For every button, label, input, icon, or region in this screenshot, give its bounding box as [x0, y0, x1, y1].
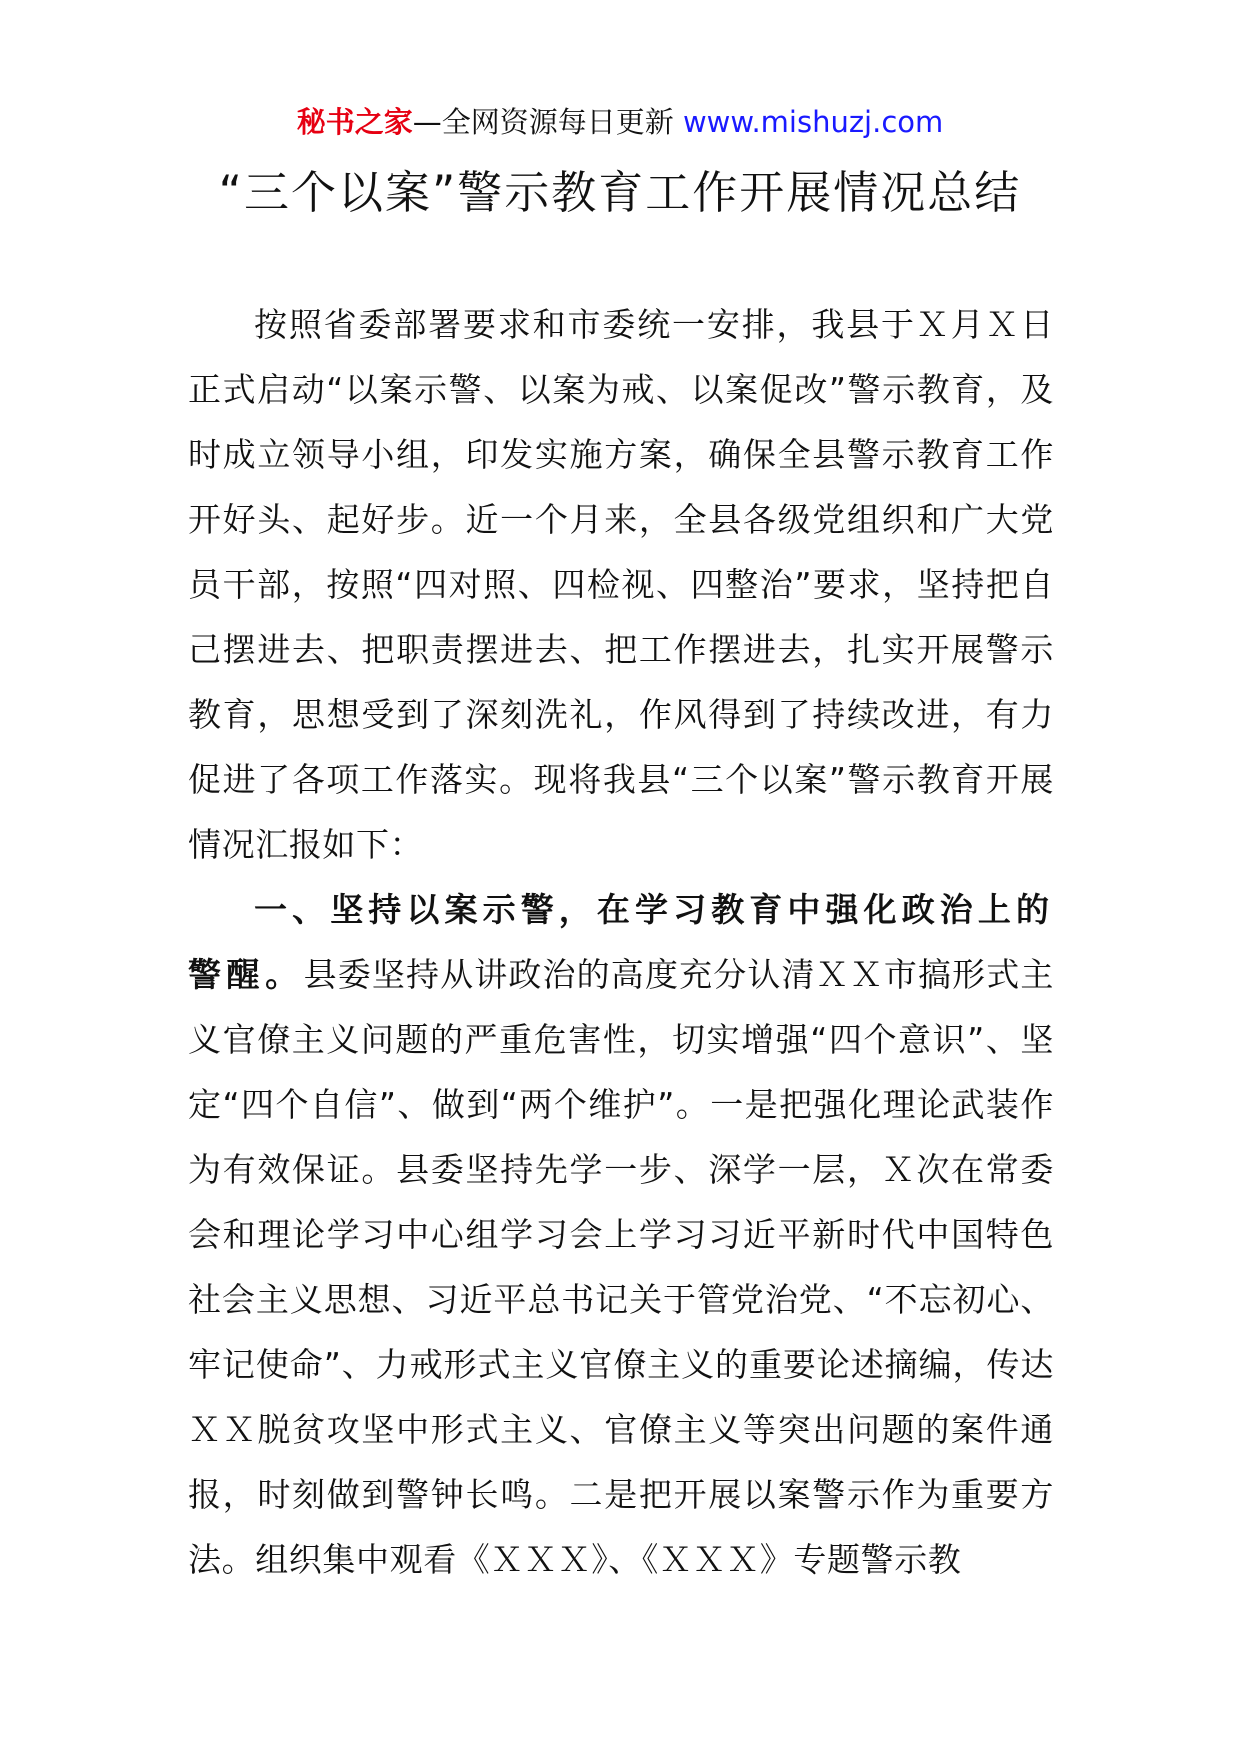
intro-paragraph: [188, 292, 1054, 877]
site-tagline: —全网资源每日更新: [412, 105, 683, 139]
document-body: [188, 292, 1054, 1592]
site-url-link[interactable]: www.mishuzj.com: [682, 105, 944, 139]
section-one-heading: 一、坚持以案示警，在学习教育中强化政治上的警醒。: [188, 890, 1054, 994]
site-header: [0, 100, 1240, 144]
section-one-paragraph: [188, 877, 1054, 1592]
section-one-text: 县委坚持从讲政治的高度充分认清ＸＸ市搞形式主义官僚主义问题的严重危害性，切实增强“四个意识”、坚定“四个自信”、做到“两个维护”。一是把强化理论武装作为有效保证。县委坚持先学一步、深学一层，Ｘ次在常委会和理论学习中心组学习会上学习习近平新时代中国特色社会主义思想、习近平总书记关于管党治党、“不忘初心、牢记使命”、力戒形式主义官僚主义的重要论述摘编，传达ＸＸ脱贫攻坚中形式主义、官僚主义等突出问题的案件通报，时刻做到警钟长鸣。二是把开展以案警示作为重要方法。组织集中观看《ＸＸＸ》、《ＸＸＸ》专题警示教: [188, 955, 1055, 1579]
site-brand: 秘书之家: [296, 105, 413, 139]
intro-text: 按照省委部署要求和市委统一安排，我县于Ｘ月Ｘ日正式启动“以案示警、以案为戒、以案促改”警示教育，及时成立领导小组，印发实施方案，确保全县警示教育工作开好头、起好步。近一个月来，全县各级党组织和广大党员干部，按照“四对照、四检视、四整治”要求，坚持把自己摆进去、把职责摆进去、把工作摆进去，扎实开展警示教育，思想受到了深刻洗礼，作风得到了持续改进，有力促进了各项工作落实。现将我县“三个以案”警示教育开展情况汇报如下：: [188, 305, 1054, 864]
document-title: “三个以案”警示教育工作开展情况总结: [218, 166, 1022, 219]
